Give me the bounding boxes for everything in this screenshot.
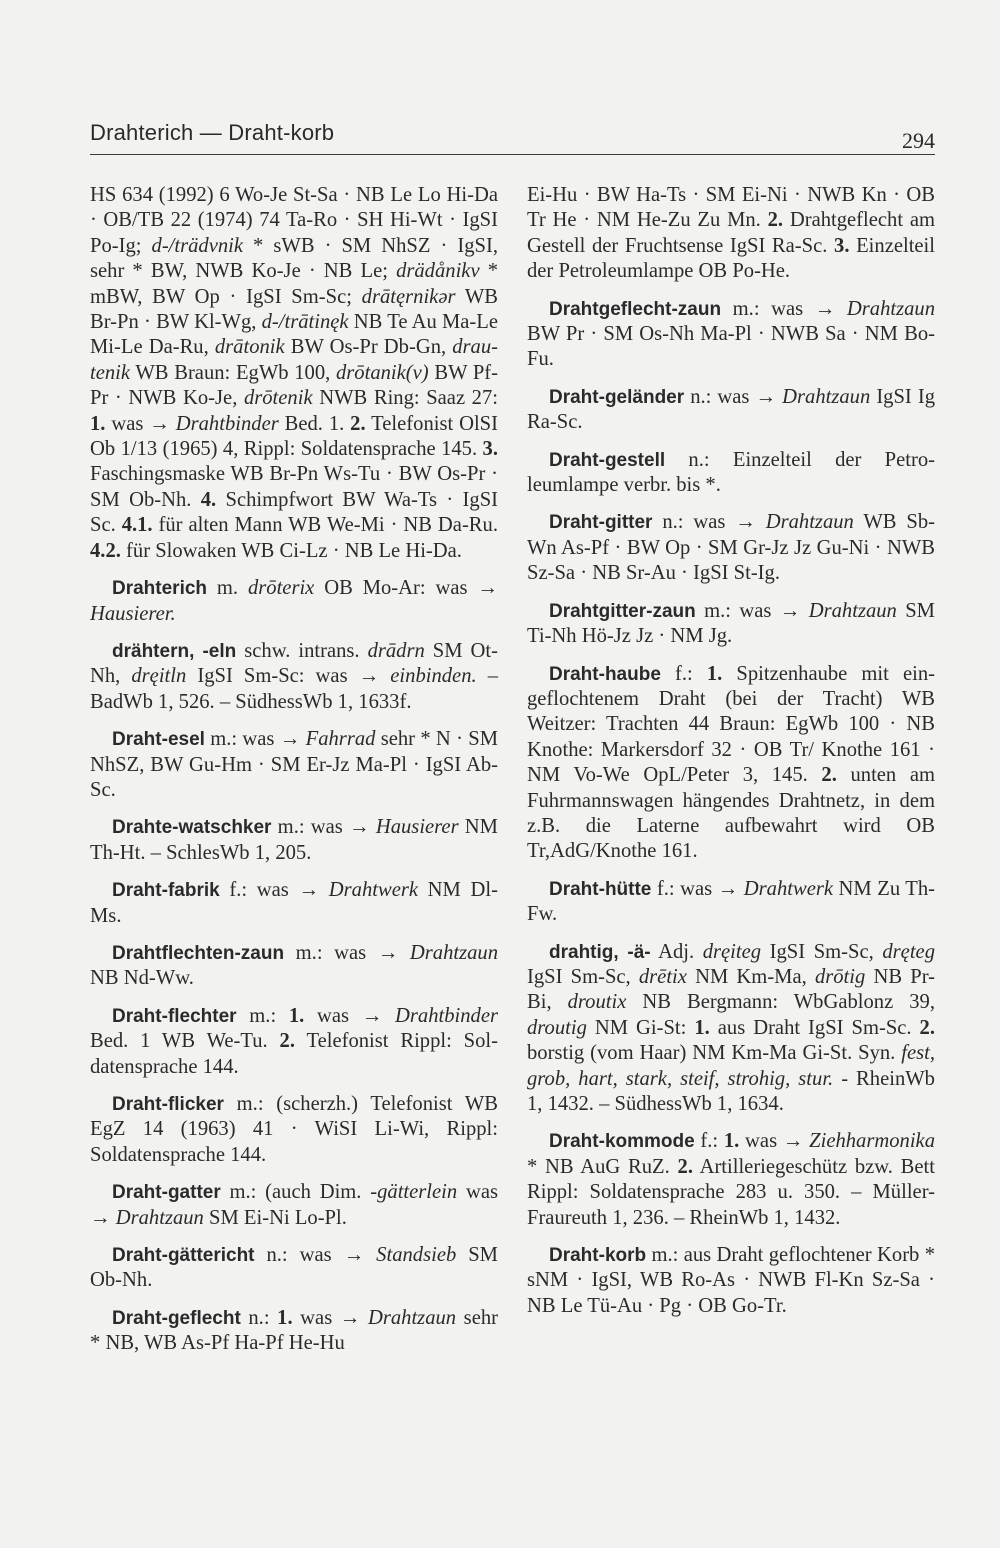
entry-text: f.: was → bbox=[651, 877, 744, 900]
italic-form: Standsieb bbox=[376, 1244, 457, 1267]
italic-form: drōtig bbox=[814, 965, 866, 988]
dictionary-entry bbox=[90, 1092, 498, 1168]
dictionary-entry bbox=[90, 1180, 498, 1231]
entry-text: Artilleriegeschütz bzw. Bett Rippl: Soldatensprache 283 u. 350. – Müller-Fraureuth 1, 236. – RheinWb 1, 1432. bbox=[527, 1155, 935, 1229]
entry-text: Drahtgeflecht am Gestell der Fruchtsense IgSI Ra-Sc. bbox=[527, 209, 935, 257]
entry-list bbox=[90, 576, 498, 1357]
entry-text: Bed. 1 WB We-Tu. bbox=[90, 1030, 280, 1053]
italic-form: Drahtzaun bbox=[808, 599, 897, 622]
entry-text: m. bbox=[207, 577, 248, 600]
entry-headword: Draht-gestell bbox=[549, 449, 666, 471]
entry-text: BW Pf-Pr · NWB Ko-Je, bbox=[90, 361, 498, 410]
italic-form: dręteg bbox=[882, 940, 935, 963]
running-title: Drahterich — Draht-korb bbox=[90, 120, 335, 145]
sense-number: 1. bbox=[694, 1016, 710, 1039]
sense-number: 1. bbox=[288, 1004, 305, 1027]
dictionary-entry bbox=[90, 1306, 498, 1357]
entry-text: NM Zu Th-Fw. bbox=[527, 877, 935, 926]
dictionary-entry bbox=[527, 510, 935, 586]
entry-text: NM Km-Ma, bbox=[686, 965, 815, 988]
entry-headword: Draht-haube bbox=[549, 663, 661, 685]
italic-form: drädånikv bbox=[396, 260, 480, 283]
entry-text: was → bbox=[304, 1004, 396, 1027]
italic-form: dręiteg bbox=[702, 940, 762, 963]
entry-text: für Slowaken WB Ci-Lz · NB Le Hi-Da. bbox=[120, 539, 462, 562]
dictionary-entry bbox=[90, 941, 498, 992]
entry-headword: Drahtgitter-zaun bbox=[549, 600, 696, 622]
entry-text: SM Ob-Nh. bbox=[90, 1244, 498, 1292]
dictionary-entry bbox=[527, 940, 935, 1118]
italic-form: Hausierer bbox=[375, 816, 459, 839]
dictionary-entry bbox=[90, 1243, 498, 1294]
sense-number: 3. bbox=[834, 234, 850, 257]
entry-text: sehr * NB, WB As-Pf Ha-Pf He-Hu bbox=[90, 1306, 498, 1355]
dictionary-entry bbox=[90, 815, 498, 866]
entry-headword: Draht-flicker bbox=[112, 1094, 224, 1115]
sense-number: 1. bbox=[90, 412, 106, 435]
italic-form: -gätterlein bbox=[370, 1181, 458, 1204]
sense-number: 2. bbox=[350, 412, 366, 435]
entry-text: Schimpfwort BW Wa-Ts · IgSI Sc. bbox=[90, 488, 498, 537]
entry-text: Faschingsmaske WB Br-Pn Ws-Tu · BW Os-Pr · SM Ob-Nh. bbox=[90, 463, 498, 511]
italic-form: Ziehharmonika bbox=[809, 1130, 935, 1153]
dictionary-entry bbox=[527, 385, 935, 436]
entry-text: WB Braun: EgWb 100, bbox=[130, 361, 336, 384]
entry-text: aus Draht IgSI Sm-Sc. bbox=[709, 1016, 920, 1039]
italic-form: drādrn bbox=[367, 639, 425, 662]
dictionary-entry bbox=[527, 297, 935, 373]
entry-text: m.: was → bbox=[271, 816, 376, 839]
entry-text: NM Dl-Ms. bbox=[90, 879, 498, 927]
entry-text: NM Gi-St: bbox=[586, 1016, 695, 1039]
entry-text: n.: was → bbox=[254, 1244, 377, 1267]
entry-headword: Drahtflechten-zaun bbox=[112, 942, 285, 964]
italic-form: Drahtwerk bbox=[743, 877, 834, 900]
italic-form: drētix bbox=[638, 965, 687, 988]
sense-number: 2. bbox=[677, 1155, 693, 1178]
entry-text: schw. intrans. bbox=[236, 639, 368, 662]
entry-text: m.: aus Draht geflochtener Korb * sNM · IgSI, WB Ro-As · NWB Fl-Kn Sz-Sa · NB Le Tü-Au · Pg · OB Go-Tr. bbox=[527, 1244, 935, 1317]
dictionary-entry bbox=[90, 727, 498, 803]
dictionary-entry bbox=[90, 639, 498, 715]
entry-text: was → bbox=[292, 1306, 368, 1329]
entry-headword: Draht-esel bbox=[112, 729, 205, 751]
entry-text: was → bbox=[105, 412, 176, 435]
italic-form: d-/trädvnik bbox=[151, 234, 244, 257]
dictionary-entry bbox=[90, 576, 498, 627]
entry-text: BW Os-Pr Db-Gn, bbox=[284, 336, 453, 359]
italic-form: droutix bbox=[567, 991, 627, 1014]
italic-form: drōtenik bbox=[243, 387, 313, 410]
entry-text: * NB AuG RuZ. bbox=[527, 1155, 678, 1178]
dictionary-entry bbox=[527, 662, 935, 865]
italic-form: Drahtzaun bbox=[765, 511, 854, 534]
continuation-paragraph bbox=[90, 183, 498, 564]
sense-number: 1. bbox=[723, 1130, 740, 1153]
entry-text: f.: bbox=[694, 1130, 724, 1153]
entry-text: IgSI Sm-Sc, bbox=[761, 940, 883, 963]
sense-number: 2. bbox=[821, 764, 837, 787]
entry-text: f.: bbox=[660, 662, 707, 685]
sense-number: 4.1. bbox=[121, 514, 153, 537]
entry-text: SM Ei-Ni Lo-Pl. bbox=[203, 1206, 347, 1229]
italic-form: Drahtzaun bbox=[846, 297, 935, 320]
italic-form: Drahtbinder bbox=[175, 412, 279, 435]
running-header bbox=[90, 118, 935, 155]
entry-text: - RheinWb 1, 1432. – SüdhessWb 1, 1634. bbox=[527, 1067, 935, 1115]
dictionary-entry bbox=[90, 878, 498, 929]
sense-number: 4. bbox=[200, 488, 217, 511]
entry-text: Adj. bbox=[650, 940, 703, 963]
dictionary-entry bbox=[527, 1243, 935, 1319]
left-column bbox=[90, 183, 498, 1369]
entry-text: m.: (auch Dim. bbox=[220, 1181, 371, 1204]
entry-headword: Drahterich bbox=[112, 578, 208, 600]
entry-text: m.: was → bbox=[284, 941, 410, 964]
entry-text: n.: was → bbox=[684, 385, 783, 408]
italic-form: Drahtwerk bbox=[328, 879, 418, 902]
entry-text: Bed. 1. bbox=[278, 412, 351, 435]
entry-text: Telefonist OlSI Ob 1/13 (1965) 4, Rippl: Soldatensprache 145. bbox=[90, 412, 498, 461]
entry-text: f.: was → bbox=[219, 879, 329, 902]
sense-number: 3. bbox=[482, 438, 498, 461]
entry-text: n.: bbox=[240, 1306, 278, 1329]
sense-number: 4.2. bbox=[90, 539, 121, 562]
sense-number: 1. bbox=[277, 1306, 293, 1329]
entry-text: n.: Einzelteil der Petroleumlampe verbr. bis *. bbox=[527, 448, 935, 497]
entry-text: was → bbox=[739, 1130, 810, 1153]
entry-text: NWB Ring: Saaz 27: bbox=[312, 387, 499, 410]
italic-form: Drahtzaun bbox=[782, 385, 871, 408]
entry-headword: drahtig, -ä- bbox=[549, 941, 651, 963]
italic-form: Drahtbinder bbox=[395, 1004, 498, 1027]
entry-text: NM Th-Ht. – SchlesWb 1, 205. bbox=[90, 816, 498, 864]
entry-text: sehr * N · SM NhSZ, BW Gu-Hm · SM Er-Jz Ma-Pl · IgSI Ab-Sc. bbox=[90, 728, 499, 801]
entry-text: NB Te Au Ma-Le Mi-Le Da-Ru, bbox=[90, 311, 498, 359]
italic-form: drōtanik(v) bbox=[335, 361, 429, 384]
entry-text: IgSI Sm-Sc, bbox=[527, 965, 639, 988]
entry-headword: drähtern, -eln bbox=[112, 640, 237, 662]
dictionary-entry bbox=[527, 599, 935, 650]
entry-text: Einzelteil der Petroleumlampe OB Po-He. bbox=[527, 234, 936, 283]
entry-headword: Drahte-watschker bbox=[112, 817, 272, 839]
entry-list bbox=[527, 297, 935, 1320]
entry-headword: Draht-geländer bbox=[549, 386, 685, 408]
sense-number: 1. bbox=[706, 662, 723, 685]
entry-text: unten am Fuhrmannswagen hängendes Drahtnetz, in dem z.B. die Laterne aufbewahrt wird OB Tr,AdG/Knothe 161. bbox=[527, 764, 935, 863]
entry-text: NB Bergmann: WbGablonz 39, bbox=[626, 991, 935, 1014]
italic-form: einbinden. bbox=[390, 665, 477, 688]
entry-text: borstig (vom Haar) NM Km-Ma Gi-St. Syn. bbox=[527, 1042, 902, 1065]
entry-text: m.: was → bbox=[695, 599, 809, 622]
italic-form: Fahrrad bbox=[305, 728, 376, 751]
right-column bbox=[527, 183, 935, 1331]
entry-headword: Draht-hütte bbox=[549, 878, 652, 900]
dictionary-entry bbox=[527, 877, 935, 928]
entry-headword: Draht-geflecht bbox=[112, 1307, 241, 1329]
italic-form: drautenik bbox=[90, 336, 498, 384]
entry-headword: Draht-gitter bbox=[549, 512, 653, 534]
entry-text: * sWB · SM NhSZ · IgSI, sehr * BW, NWB Ko-Je · NB Le; bbox=[90, 234, 498, 283]
italic-form: Drahtzaun bbox=[115, 1206, 204, 1229]
italic-form: drātonik bbox=[214, 336, 285, 359]
sense-number: 2. bbox=[919, 1016, 935, 1039]
entry-text: SM Ot-Nh, bbox=[90, 639, 499, 688]
entry-text: OB Mo-Ar: was → bbox=[314, 577, 498, 600]
entry-text: m.: bbox=[236, 1004, 289, 1027]
entry-text: SM Ti-Nh Hö-Jz Jz · NM Jg. bbox=[527, 599, 935, 648]
italic-form: droutig bbox=[527, 1016, 587, 1039]
italic-form: dręitln bbox=[131, 665, 187, 688]
italic-form: Drahtzaun bbox=[367, 1306, 457, 1329]
entry-text: m.: (scherzh.) Telefonist WB EgZ 14 (1963) 41 · WiSI Li-Wi, Rippl: Soldatensprache 144. bbox=[90, 1093, 498, 1166]
dictionary-entry bbox=[90, 1004, 498, 1080]
entry-text: WB Br-Pn · BW Kl-Wg, bbox=[90, 285, 498, 334]
entry-text: HS 634 (1992) 6 Wo-Je St-Sa · NB Le Lo Hi-Da · OB/TB 22 (1974) 74 Ta-Ro · SH Hi-Wt · IgSI Po-Ig; bbox=[90, 184, 498, 257]
entry-text: Telefonist Rippl: Soldatensprache 144. bbox=[90, 1030, 499, 1078]
entry-headword: Draht-fabrik bbox=[112, 880, 220, 902]
entry-text: NB Nd-Ww. bbox=[90, 967, 194, 990]
entry-headword: Draht-korb bbox=[549, 1245, 647, 1267]
sense-number: 2. bbox=[279, 1030, 295, 1053]
entry-text: für alten Mann WB We-Mi · NB Da-Ru. bbox=[152, 514, 498, 537]
italic-form: Drahtzaun bbox=[409, 941, 498, 964]
italic-form: drātęrnikər bbox=[361, 285, 456, 308]
italic-form: drōterix bbox=[247, 577, 315, 600]
italic-form: fest, grob, hart, stark, steif, strohig, stur. bbox=[527, 1042, 935, 1090]
entry-text: NB Pr-Bi, bbox=[527, 965, 936, 1014]
entry-headword: Draht-flechter bbox=[112, 1005, 237, 1027]
entry-text: m.: was → bbox=[721, 297, 847, 320]
entry-headword: Drahtgeflecht-zaun bbox=[549, 298, 722, 320]
entry-headword: Draht-gättericht bbox=[112, 1245, 255, 1267]
italic-form: d-/trātinęk bbox=[261, 311, 349, 334]
sense-number: 2. bbox=[767, 209, 784, 232]
entry-text: was → bbox=[90, 1181, 498, 1229]
entry-headword: Draht-kommode bbox=[549, 1131, 695, 1153]
entry-text: BW Pr · SM Os-Nh Ma-Pl · NWB Sa · NM Bo-Fu. bbox=[527, 323, 935, 371]
entry-text: Spitzenhaube mit eingeflochtenem Draht (bei der Tracht) WB Weitzer: Trachten 44 Braun: EgWb 100 · NB Knothe: Markersdorf 32 · OB Tr/ Knothe 161 · NM Vo-We OpL/Peter 3, 145. bbox=[527, 662, 935, 787]
entry-text: – BadWb 1, 526. – SüdhessWb 1, 1633f. bbox=[90, 665, 498, 713]
entry-headword: Draht-gatter bbox=[112, 1182, 221, 1204]
entry-text: n.: was → bbox=[652, 511, 766, 534]
entry-text: WB Sb-Wn As-Pf · BW Op · SM Gr-Jz Jz Gu-Ni · NWB Sz-Sa · NB Sr-Au · IgSI St-Ig. bbox=[527, 511, 935, 585]
entry-text: IgSI Sm-Sc: was → bbox=[186, 665, 391, 688]
entry-text: m.: was → bbox=[204, 728, 306, 751]
dictionary-entry bbox=[527, 1129, 935, 1231]
italic-form: Hausierer. bbox=[90, 602, 176, 625]
entry-text: IgSI Ig Ra-Sc. bbox=[527, 385, 935, 434]
dictionary-entry bbox=[527, 448, 935, 499]
page-number: 294 bbox=[902, 128, 935, 153]
entry-text: Ei-Hu · BW Ha-Ts · SM Ei-Ni · NWB Kn · OB Tr He · NM He-Zu Zu Mn. bbox=[527, 184, 935, 232]
entry-text: * mBW, BW Op · IgSI Sm-Sc; bbox=[90, 260, 499, 308]
continuation-paragraph bbox=[527, 183, 935, 285]
